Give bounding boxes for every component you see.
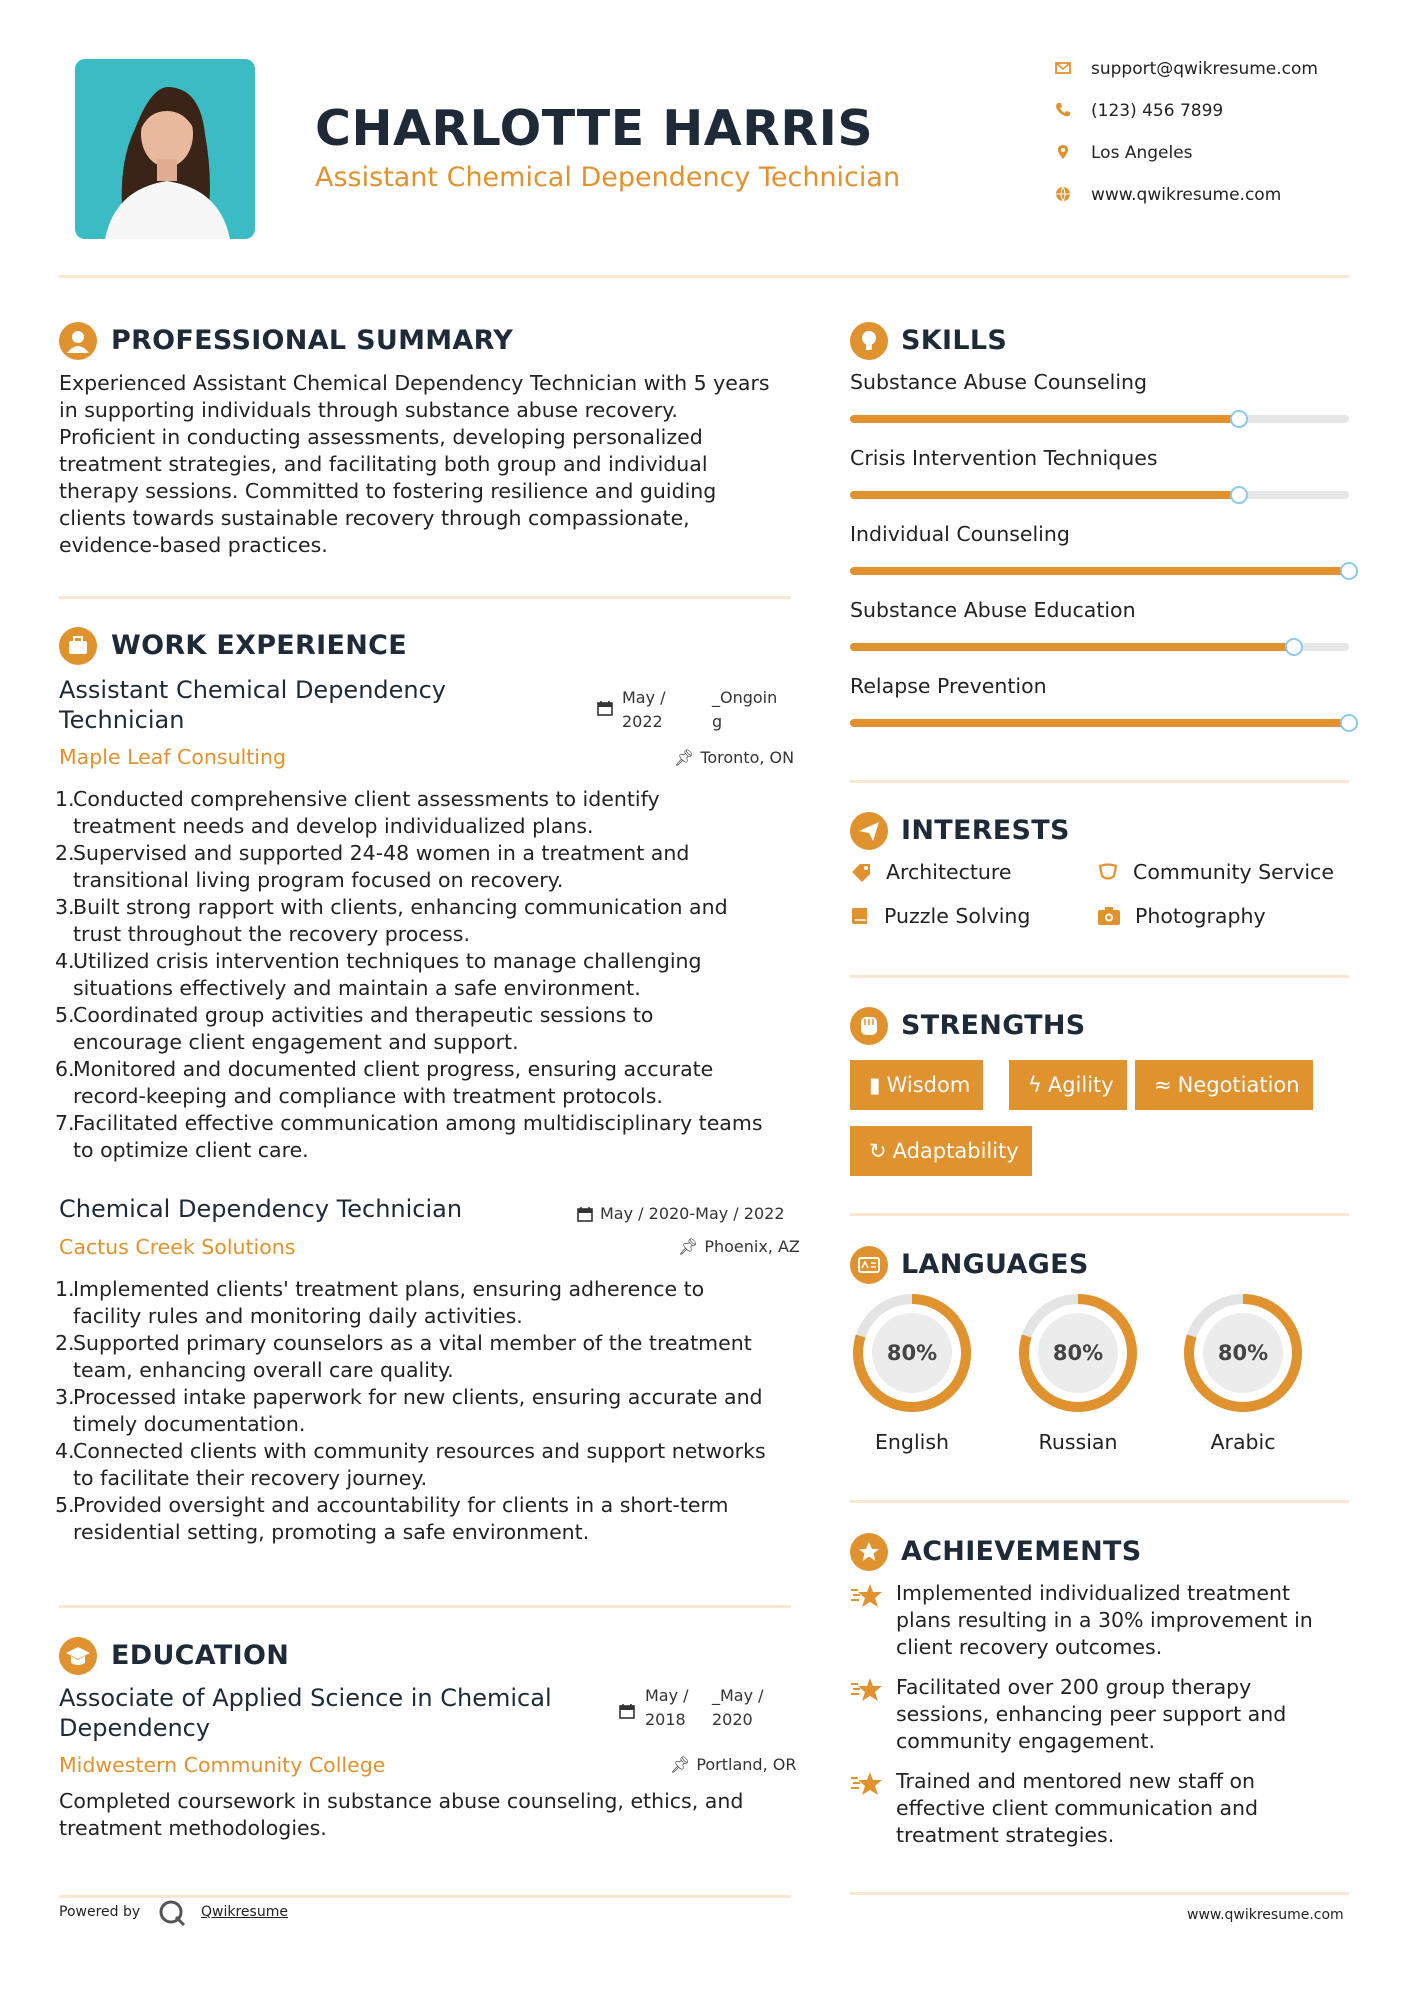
list-item: 4. Connected clients with community resources and support networks to facilitate their recovery journey.	[55, 1439, 766, 1490]
description-line: Completed coursework in substance abuse counseling, ethics, and	[59, 1789, 744, 1813]
skill-name: Crisis Intervention Techniques	[850, 446, 1158, 470]
achievement-line: sessions, enhancing peer support and	[896, 1702, 1287, 1726]
skill-bar-knob	[1340, 562, 1358, 580]
summary-line: therapy sessions. Committed to fostering resilience and guiding	[59, 479, 717, 503]
interest-item	[1097, 904, 1266, 928]
skill-name: Relapse Prevention	[850, 674, 1047, 698]
job-title: Chemical Dependency Technician	[59, 1195, 463, 1223]
book-icon	[850, 906, 870, 926]
experience-divider	[59, 1605, 791, 1608]
degree-line: Dependency	[59, 1714, 211, 1742]
date-line: _May /	[712, 1686, 764, 1705]
list-item: 5. Provided oversight and accountability for clients in a short-term residential setting, promoting a safe environment.	[55, 1493, 729, 1544]
star-icon	[850, 1582, 884, 1610]
language-name: English	[874, 1430, 950, 1454]
skill-bar-knob	[1230, 410, 1248, 428]
job-title-line: Assistant Chemical Dependency	[59, 676, 447, 704]
date-line: 2020	[712, 1710, 753, 1729]
list-item: 5. Coordinated group activities and therapeutic sessions to encourage client engagement and support.	[55, 1003, 654, 1054]
globe-icon	[1055, 186, 1071, 202]
star-icon	[850, 1676, 884, 1704]
language-name: Arabic	[1210, 1430, 1276, 1454]
skill-bar-knob	[1230, 486, 1248, 504]
mail-icon	[1055, 60, 1071, 76]
language-percent: 80%	[1217, 1341, 1269, 1365]
paper-plane-icon	[850, 812, 888, 850]
candidate-name: CHARLOTTE HARRIS	[315, 100, 874, 157]
strengths-divider	[850, 1213, 1349, 1216]
achievement-line: community engagement.	[896, 1729, 1156, 1753]
description-line: treatment methodologies.	[59, 1816, 327, 1840]
summary-line: treatment strategies, and facilitating both group and individual	[59, 452, 708, 476]
degree-line: Associate of Applied Science in Chemical	[59, 1684, 552, 1712]
list-item: 1. Implemented clients' treatment plans, ensuring adherence to facility rules and monitoring daily activities.	[55, 1277, 705, 1328]
job-end-date	[712, 686, 777, 734]
job-date: May / 2020-May / 2022	[600, 1204, 785, 1223]
skill-bar-knob	[1340, 714, 1358, 732]
languages-divider	[850, 1500, 1349, 1503]
education-location-text: Portland, OR	[696, 1755, 797, 1774]
interests-divider	[850, 975, 1349, 978]
footer-site-link[interactable]: www.qwikresume.com	[1187, 1907, 1344, 1923]
achievement-line: treatment strategies.	[896, 1823, 1115, 1847]
pin-icon: 📌︎	[678, 1237, 699, 1256]
contact-email-text: support@qwikresume.com	[1091, 59, 1318, 79]
language-donut	[850, 1291, 974, 1415]
person-silhouette-icon	[75, 59, 255, 239]
education-description	[59, 1788, 799, 1842]
qwikresume-logo-icon	[157, 1898, 187, 1928]
pin-icon: 📌︎	[674, 748, 695, 767]
fist-icon	[850, 1007, 888, 1045]
job-title	[59, 675, 446, 735]
heart-hands-icon	[1097, 862, 1119, 882]
achievements-heading: ACHIEVEMENTS	[901, 1536, 1142, 1567]
star-badge-icon	[850, 1533, 888, 1571]
achievement-item	[850, 1580, 1349, 1661]
job-location-text: Toronto, ON	[700, 748, 795, 767]
briefcase-icon	[59, 627, 97, 665]
date-line: _Ongoin	[712, 688, 778, 707]
achievement-line: Facilitated over 200 group therapy	[896, 1675, 1252, 1699]
contact-website-text[interactable]: www.qwikresume.com	[1091, 185, 1282, 205]
achievement-line: effective client communication and	[896, 1796, 1259, 1820]
strength-label: Agility	[1047, 1073, 1114, 1097]
contact-phone-text: (123) 456 7899	[1091, 101, 1224, 121]
pin-icon: 📌︎	[670, 1755, 691, 1774]
degree-title	[59, 1683, 552, 1743]
achievement-line: Trained and mentored new staff on	[896, 1769, 1256, 1793]
star-icon	[850, 1770, 884, 1798]
strength-chip	[850, 1060, 983, 1110]
skill-bar-fill	[850, 643, 1294, 651]
summary-line: clients towards sustainable recovery through compassionate,	[59, 506, 690, 530]
language-donut	[1181, 1291, 1305, 1415]
job-location-text: Phoenix, AZ	[704, 1237, 800, 1256]
company-name: Maple Leaf Consulting	[59, 745, 287, 769]
interests-heading: INTERESTS	[901, 815, 1070, 846]
contact-location-text: Los Angeles	[1091, 143, 1193, 163]
language-card-icon	[850, 1246, 888, 1284]
calendar-icon	[597, 700, 613, 716]
education-heading: EDUCATION	[111, 1640, 290, 1671]
skills-divider	[850, 780, 1349, 783]
calendar-icon	[619, 1703, 635, 1719]
interest-label: Photography	[1135, 904, 1266, 928]
job-location	[674, 746, 794, 770]
languages-heading: LANGUAGES	[901, 1249, 1089, 1280]
bolt-icon: ϟ	[1028, 1073, 1042, 1097]
achievement-line: Implemented individualized treatment	[896, 1581, 1291, 1605]
list-item: 3. Processed intake paperwork for new clients, ensuring accurate and timely documentation.	[55, 1385, 763, 1436]
company-name: Cactus Creek Solutions	[59, 1235, 296, 1259]
list-item: 1. Conducted comprehensive client assessments to identify treatment needs and develop individualized plans.	[55, 787, 660, 838]
date-line: 2018	[645, 1710, 686, 1729]
strength-chip	[1135, 1060, 1313, 1110]
phone-icon	[1055, 102, 1071, 118]
list-item: 4. Utilized crisis intervention techniques to manage challenging situations effectively and maintain a safe environment.	[55, 949, 702, 1000]
book-icon: ▮	[869, 1073, 881, 1097]
achievement-line: client recovery outcomes.	[896, 1635, 1163, 1659]
list-item: 2. Supervised and supported 24-48 women in a treatment and transitional living program focused on recovery.	[55, 841, 690, 892]
language-donut	[1016, 1291, 1140, 1415]
skill-bar-fill	[850, 415, 1239, 423]
list-item: 2. Supported primary counselors as a vital member of the treatment team, enhancing overall care quality.	[55, 1331, 752, 1382]
language-name: Russian	[1038, 1430, 1118, 1454]
interest-label: Community Service	[1133, 860, 1334, 884]
education-start-date	[645, 1684, 689, 1732]
skill-name: Substance Abuse Education	[850, 598, 1136, 622]
job-start-date	[622, 686, 666, 734]
skills-heading: SKILLS	[901, 325, 1008, 356]
summary-line: in supporting individuals through substance abuse recovery.	[59, 398, 678, 422]
list-item: 7. Facilitated effective communication among multidisciplinary teams to optimize client care.	[55, 1111, 763, 1162]
education-location	[670, 1753, 796, 1777]
candidate-role: Assistant Chemical Dependency Technician	[315, 162, 901, 193]
strength-label: Negotiation	[1177, 1073, 1300, 1097]
job-title-line: Technician	[59, 706, 185, 734]
summary-text	[59, 370, 799, 559]
brand-link[interactable]: Qwikresume	[201, 1904, 288, 1920]
skill-bar-fill	[850, 567, 1349, 575]
job-location	[678, 1235, 800, 1259]
summary-line: Proficient in conducting assessments, developing personalized	[59, 425, 703, 449]
tag-icon	[850, 862, 872, 882]
summary-line: evidence-based practices.	[59, 533, 328, 557]
language-percent: 80%	[1052, 1341, 1104, 1365]
skill-bar-knob	[1285, 638, 1303, 656]
user-icon	[59, 322, 97, 360]
list-item: 3. Built strong rapport with clients, enhancing communication and trust throughout the recovery process.	[55, 895, 728, 946]
strength-chip	[1009, 1060, 1127, 1110]
graduation-cap-icon	[59, 1637, 97, 1675]
school-name: Midwestern Community College	[59, 1753, 386, 1777]
achievement-item	[850, 1674, 1349, 1755]
experience-heading: WORK EXPERIENCE	[111, 630, 407, 661]
duties-list	[55, 786, 805, 1164]
strengths-heading: STRENGTHS	[901, 1010, 1086, 1041]
language-percent: 80%	[886, 1341, 938, 1365]
powered-by-text: Powered by	[59, 1904, 141, 1920]
calendar-icon	[577, 1206, 593, 1222]
skill-name: Substance Abuse Counseling	[850, 370, 1148, 394]
date-line: 2022	[622, 712, 663, 731]
refresh-icon: ↻	[869, 1139, 887, 1163]
summary-line: Experienced Assistant Chemical Dependency Technician with 5 years	[59, 371, 770, 395]
header-divider	[59, 275, 1349, 278]
achievements-divider	[850, 1892, 1349, 1895]
date-line: May /	[622, 688, 666, 707]
location-icon	[1055, 144, 1071, 160]
skill-bar-fill	[850, 491, 1239, 499]
handshake-icon: ≈	[1154, 1073, 1172, 1097]
lightbulb-icon	[850, 322, 888, 360]
date-line: g	[712, 712, 723, 731]
list-item: 6. Monitored and documented client progress, ensuring accurate record-keeping and compliance with treatment protocols.	[55, 1057, 714, 1108]
summary-divider	[59, 596, 791, 599]
profile-photo	[75, 59, 255, 239]
education-end-date	[712, 1684, 764, 1732]
strength-chip	[850, 1126, 1032, 1176]
interest-item	[1097, 860, 1334, 884]
achievement-line: plans resulting in a 30% improvement in	[896, 1608, 1313, 1632]
strength-label: Wisdom	[886, 1073, 971, 1097]
interest-label: Puzzle Solving	[884, 904, 1031, 928]
achievement-item	[850, 1768, 1349, 1849]
duties-list	[55, 1276, 805, 1546]
interest-item	[850, 904, 1030, 928]
interest-label: Architecture	[886, 860, 1012, 884]
skill-bar-fill	[850, 719, 1349, 727]
camera-icon	[1097, 906, 1121, 926]
skill-name: Individual Counseling	[850, 522, 1070, 546]
date-line: May /	[645, 1686, 689, 1705]
interest-item	[850, 860, 1012, 884]
summary-heading: PROFESSIONAL SUMMARY	[111, 325, 514, 356]
strength-label: Adaptability	[892, 1139, 1019, 1163]
